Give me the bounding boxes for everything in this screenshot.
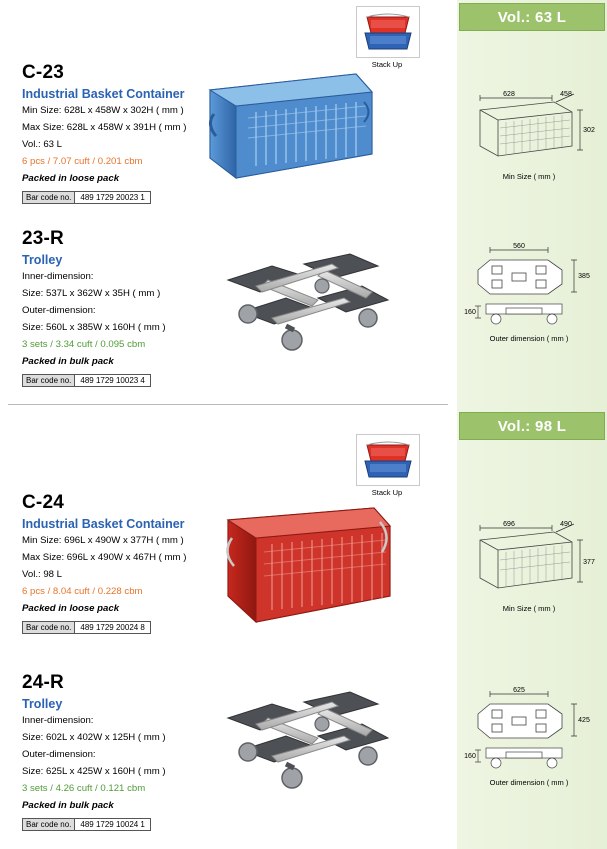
trolley-subtitle: Trolley (22, 697, 63, 711)
pack-quantity: 6 pcs / 7.07 cuft / 0.201 cbm (22, 155, 143, 167)
stack-up-image (356, 6, 420, 58)
basket-height-dim: 377 (583, 559, 595, 566)
product-subtitle: Industrial Basket Container (22, 87, 185, 101)
volume-badge-label: Vol.: 63 L (497, 8, 567, 26)
basket-depth-dim: 490 (560, 521, 572, 528)
min-size: Min Size: 628L x 458W x 302H ( mm ) (22, 105, 184, 116)
barcode-value: 489 1729 10023 4 (80, 375, 145, 385)
inner-dimension-size: Size: 537L x 362W x 35H ( mm ) (22, 287, 161, 299)
trolley-barcode (22, 374, 151, 387)
trolley-height-dim: 160 (464, 309, 476, 316)
min-size: Min Size: 696L x 490W x 377H ( mm ) (22, 535, 184, 546)
basket-height-dim: 302 (583, 127, 595, 134)
product-info-c24 (22, 492, 242, 635)
stack-up-caption: Stack Up (371, 488, 403, 497)
trolley-code: 23-R (22, 228, 64, 249)
trolley-photo-23r (212, 252, 392, 362)
barcode-value: 489 1729 10024 1 (80, 819, 145, 829)
basket-drawing-1 (462, 88, 596, 181)
pack-type: Packed in loose pack (22, 172, 120, 184)
volume: Vol.: 63 L (22, 138, 63, 150)
basket-drawing-2 (462, 518, 596, 613)
basket-drawing-caption: Min Size ( mm ) (502, 172, 556, 181)
trolley-drawing-caption: Outer dimension ( mm ) (489, 778, 569, 787)
barcode (22, 191, 151, 204)
outer-dimension-size: Size: 560L x 385W x 160H ( mm ) (22, 321, 166, 333)
product-photo-c23 (196, 62, 386, 202)
inner-dimension-size: Size: 602L x 402W x 125H ( mm ) (22, 731, 166, 743)
barcode-label: Bar code no. (23, 622, 75, 633)
section-divider (8, 404, 448, 405)
outer-dimension-label: Outer-dimension: (22, 748, 96, 760)
volume-badge-1 (459, 3, 605, 31)
outer-dimension-size: Size: 625L x 425W x 160H ( mm ) (22, 765, 166, 777)
trolley-length-dim: 625 (513, 687, 525, 694)
trolley-photo-24r (212, 690, 392, 800)
trolley-drawing-2 (462, 684, 596, 787)
barcode-label: Bar code no. (23, 375, 75, 386)
barcode-label: Bar code no. (23, 819, 75, 830)
basket-width-dim: 696 (503, 521, 515, 528)
trolley-pack-type: Packed in bulk pack (22, 355, 114, 367)
stack-up-thumbnail-1 (356, 6, 418, 69)
barcode-value: 489 1729 20024 8 (80, 622, 145, 632)
volume-badge-label: Vol.: 98 L (497, 417, 567, 435)
trolley-barcode (22, 818, 151, 831)
trolley-height-dim: 160 (464, 753, 476, 760)
basket-depth-dim: 458 (560, 91, 572, 98)
basket-drawing-caption: Min Size ( mm ) (502, 604, 556, 613)
max-size: Max Size: 696L x 490W x 467H ( mm ) (22, 551, 187, 563)
volume: Vol.: 98 L (22, 568, 63, 580)
trolley-length-dim: 560 (513, 243, 525, 250)
pack-quantity: 6 pcs / 8.04 cuft / 0.228 cbm (22, 585, 143, 597)
outer-dimension-label: Outer-dimension: (22, 304, 96, 316)
trolley-width-dim: 425 (578, 717, 590, 724)
trolley-subtitle: Trolley (22, 253, 63, 267)
max-size: Max Size: 628L x 458W x 391H ( mm ) (22, 121, 187, 133)
trolley-pack-type: Packed in bulk pack (22, 799, 114, 811)
trolley-info-23r (22, 228, 242, 388)
stack-up-image (356, 434, 420, 486)
pack-type: Packed in loose pack (22, 602, 120, 614)
inner-dimension-label: Inner-dimension: (22, 271, 94, 282)
volume-badge-2 (459, 412, 605, 440)
barcode (22, 621, 151, 634)
basket-width-dim: 628 (503, 91, 515, 98)
product-subtitle: Industrial Basket Container (22, 517, 185, 531)
barcode-value: 489 1729 20023 1 (80, 192, 145, 202)
stack-up-thumbnail-2 (356, 434, 418, 497)
trolley-info-24r (22, 672, 242, 832)
trolley-code: 24-R (22, 672, 64, 693)
trolley-drawing-1 (462, 240, 596, 343)
product-photo-c24 (212, 492, 402, 642)
trolley-drawing-caption: Outer dimension ( mm ) (489, 334, 569, 343)
barcode-label: Bar code no. (23, 192, 75, 203)
trolley-pack-quantity: 3 sets / 3.34 cuft / 0.095 cbm (22, 338, 146, 350)
product-code: C-24 (22, 492, 64, 513)
product-code: C-23 (22, 62, 64, 83)
trolley-width-dim: 385 (578, 273, 590, 280)
trolley-pack-quantity: 3 sets / 4.26 cuft / 0.121 cbm (22, 782, 146, 794)
stack-up-caption: Stack Up (371, 60, 403, 69)
inner-dimension-label: Inner-dimension: (22, 715, 94, 726)
